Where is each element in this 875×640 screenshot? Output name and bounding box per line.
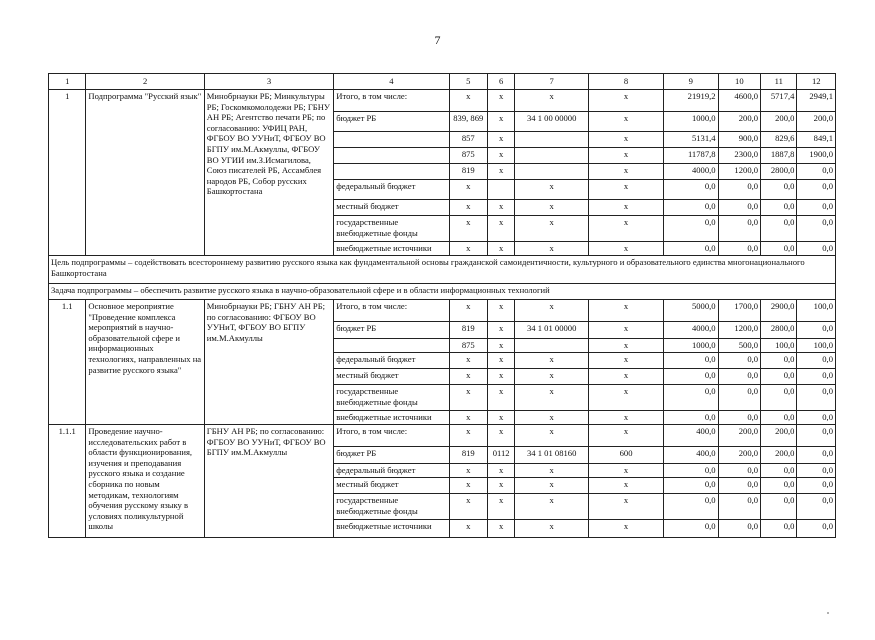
executors: Минобрнауки РБ; Минкультуры РБ; Госкомкомолодежи РБ; ГБНУ АН РБ; Агентство печати РБ; по согласованию: УФИЦ РАН, ФГБОУ ВО УУНиТ, ФГБОУ ВО БГПУ им.М.Акмуллы, ФГБОУ ВО УГИИ им.З.Исмагилова, Союз писателей РБ, Ассамблея народов РБ, Собор русских Башкортостана [204,90,333,256]
target-article: x [515,520,589,538]
table-row [49,90,836,112]
year-amount: 0,0 [761,494,797,520]
year-amount: 0,0 [797,180,836,200]
target-article: x [515,216,589,242]
funding-source: федеральный бюджет [334,353,449,369]
subprogram-task: Задача подпрограммы – обеспечить развитие русского языка в научно-образовательной сфере и в области информационных технологий [49,284,836,300]
year-amount: 0,0 [718,520,760,538]
year-amount: 200,0 [761,447,797,464]
target-article: x [515,464,589,478]
expense-type: x [589,300,664,322]
subprogram-goal: Цель подпрограммы – содействовать всестороннему развитию русского языка как фундаментальной основы гражданской самоидентичности, культурного и образовательного единства многонационального Башкортостана [49,256,836,284]
year-amount: 0,0 [797,385,836,411]
funding-source: бюджет РБ [334,112,449,132]
funding-source: государственные внебюджетные фонды [334,494,449,520]
year-amount: 100,0 [797,300,836,322]
activity-name: Основное мероприятие "Проведение комплекса мероприятий в научно-образовательной сфере и информационных технологиях, направленных на развитие русского языка" [86,300,204,425]
funding-source: государственные внебюджетные фонды [334,216,449,242]
executors: ГБНУ АН РБ; по согласованию: ФГБОУ ВО УУНиТ, ФГБОУ ВО БГПУ им.М.Акмуллы [204,425,333,538]
year-amount: 0,0 [718,411,760,425]
subprogram-task-row [49,284,836,300]
grbs-code: x [449,385,487,411]
target-article: x [515,369,589,385]
grbs-code: 819 [449,164,487,180]
year-amount: 0,0 [718,464,760,478]
year-amount: 900,0 [718,132,760,148]
expense-type: x [589,494,664,520]
year-amount: 2800,0 [761,164,797,180]
grbs-code: x [449,478,487,494]
funding-source: бюджет РБ [334,447,449,464]
total-amount: 5131,4 [663,132,718,148]
total-amount: 400,0 [663,447,718,464]
year-amount: 0,0 [718,369,760,385]
funding-source: местный бюджет [334,200,449,216]
section-code: x [487,478,514,494]
section-code: x [487,132,514,148]
grbs-code: x [449,300,487,322]
section-code: x [487,90,514,112]
executors: Минобрнауки РБ; ГБНУ АН РБ; по согласованию: ФГБОУ ВО УУНиТ, ФГБОУ ВО БГПУ им.М.Акмуллы [204,300,333,425]
year-amount: 1200,0 [718,322,760,339]
funding-source: федеральный бюджет [334,180,449,200]
target-article: x [515,90,589,112]
total-amount: 11787,8 [663,148,718,164]
funding-source: государственные внебюджетные фонды [334,385,449,411]
year-amount: 500,0 [718,339,760,353]
total-amount: 0,0 [663,353,718,369]
year-amount: 0,0 [718,494,760,520]
year-amount: 0,0 [761,385,797,411]
expense-type: x [589,216,664,242]
target-article: x [515,180,589,200]
target-article: x [515,478,589,494]
total-amount: 0,0 [663,216,718,242]
funding-source: Итого, в том числе: [334,300,449,322]
scan-speck [827,612,829,614]
target-article: 34 1 01 00000 [515,322,589,339]
total-amount: 4000,0 [663,322,718,339]
expense-type: x [589,112,664,132]
row-number: 1.1.1 [49,425,86,538]
target-article: x [515,494,589,520]
target-article [515,132,589,148]
expense-type: x [589,148,664,164]
year-amount: 0,0 [718,200,760,216]
grbs-code: x [449,242,487,256]
expense-type: x [589,411,664,425]
grbs-code: x [449,520,487,538]
header-cell: 3 [204,74,333,90]
expense-type: x [589,353,664,369]
section-code: x [487,216,514,242]
total-amount: 0,0 [663,242,718,256]
funding-source: Итого, в том числе: [334,425,449,447]
target-article: 34 1 01 08160 [515,447,589,464]
year-amount: 0,0 [797,353,836,369]
year-amount: 0,0 [797,322,836,339]
budget-table [48,73,836,538]
target-article: x [515,300,589,322]
target-article: x [515,242,589,256]
funding-source: внебюджетные источники [334,242,449,256]
grbs-code: 857 [449,132,487,148]
header-row [49,74,836,90]
funding-source [334,132,449,148]
funding-source [334,164,449,180]
year-amount: 0,0 [761,478,797,494]
year-amount: 1900,0 [797,148,836,164]
year-amount: 1700,0 [718,300,760,322]
total-amount: 0,0 [663,520,718,538]
funding-source: внебюджетные источники [334,520,449,538]
funding-source: местный бюджет [334,369,449,385]
year-amount: 0,0 [797,520,836,538]
section-code: x [487,353,514,369]
year-amount: 0,0 [761,242,797,256]
year-amount: 0,0 [797,369,836,385]
header-cell: 2 [86,74,204,90]
year-amount: 0,0 [797,464,836,478]
header-cell: 9 [663,74,718,90]
section-code: x [487,242,514,256]
section-code: x [487,411,514,425]
grbs-code: x [449,494,487,520]
year-amount: 0,0 [718,242,760,256]
expense-type: x [589,339,664,353]
header-cell: 1 [49,74,86,90]
header-cell: 6 [487,74,514,90]
year-amount: 0,0 [761,200,797,216]
year-amount: 0,0 [797,200,836,216]
expense-type: x [589,322,664,339]
header-cell: 11 [761,74,797,90]
subprogram-goal-row [49,256,836,284]
expense-type: x [589,478,664,494]
total-amount: 21919,2 [663,90,718,112]
year-amount: 100,0 [761,339,797,353]
year-amount: 0,0 [797,425,836,447]
year-amount: 849,1 [797,132,836,148]
total-amount: 4000,0 [663,164,718,180]
expense-type: x [589,369,664,385]
expense-type: x [589,200,664,216]
year-amount: 0,0 [718,216,760,242]
section-code [487,180,514,200]
year-amount: 2300,0 [718,148,760,164]
expense-type: x [589,164,664,180]
table-row [49,425,836,447]
year-amount: 200,0 [761,425,797,447]
funding-source: федеральный бюджет [334,464,449,478]
expense-type: x [589,385,664,411]
activity-name: Подпрограмма "Русский язык" [86,90,204,256]
year-amount: 829,6 [761,132,797,148]
year-amount: 200,0 [718,425,760,447]
target-article [515,339,589,353]
section-code: x [487,112,514,132]
total-amount: 0,0 [663,180,718,200]
total-amount: 0,0 [663,478,718,494]
grbs-code: 875 [449,148,487,164]
expense-type: x [589,520,664,538]
target-article: x [515,353,589,369]
funding-source: бюджет РБ [334,322,449,339]
year-amount: 0,0 [718,180,760,200]
total-amount: 5000,0 [663,300,718,322]
target-article: x [515,385,589,411]
year-amount: 200,0 [718,112,760,132]
year-amount: 0,0 [797,411,836,425]
grbs-code: x [449,425,487,447]
year-amount: 0,0 [761,411,797,425]
year-amount: 0,0 [797,242,836,256]
year-amount: 0,0 [761,216,797,242]
header-cell: 8 [589,74,664,90]
year-amount: 0,0 [797,216,836,242]
expense-type: x [589,464,664,478]
target-article [515,148,589,164]
target-article: 34 1 00 00000 [515,112,589,132]
grbs-code: 819 [449,322,487,339]
total-amount: 0,0 [663,494,718,520]
section-code: x [487,148,514,164]
target-article [515,164,589,180]
header-cell: 7 [515,74,589,90]
year-amount: 200,0 [761,112,797,132]
expense-type: x [589,90,664,112]
funding-source [334,148,449,164]
section-code: x [487,464,514,478]
year-amount: 0,0 [761,520,797,538]
section-code: x [487,369,514,385]
year-amount: 0,0 [761,180,797,200]
year-amount: 2900,0 [761,300,797,322]
year-amount: 0,0 [718,478,760,494]
total-amount: 400,0 [663,425,718,447]
total-amount: 0,0 [663,369,718,385]
header-cell: 12 [797,74,836,90]
grbs-code: x [449,353,487,369]
header-cell: 4 [334,74,449,90]
section-code: 0112 [487,447,514,464]
expense-type: x [589,242,664,256]
funding-source: внебюджетные источники [334,411,449,425]
year-amount: 1200,0 [718,164,760,180]
year-amount: 0,0 [761,369,797,385]
page-number: 7 [434,33,441,47]
funding-source: Итого, в том числе: [334,90,449,112]
header-cell: 10 [718,74,760,90]
year-amount: 2949,1 [797,90,836,112]
expense-type: x [589,180,664,200]
year-amount: 4600,0 [718,90,760,112]
total-amount: 0,0 [663,200,718,216]
year-amount: 100,0 [797,339,836,353]
funding-source: местный бюджет [334,478,449,494]
total-amount: 1000,0 [663,339,718,353]
year-amount: 0,0 [797,164,836,180]
funding-source [334,339,449,353]
total-amount: 0,0 [663,411,718,425]
year-amount: 0,0 [761,353,797,369]
year-amount: 0,0 [761,464,797,478]
row-number: 1.1 [49,300,86,425]
total-amount: 0,0 [663,464,718,478]
expense-type: x [589,132,664,148]
year-amount: 1887,8 [761,148,797,164]
grbs-code: x [449,464,487,478]
grbs-code: x [449,200,487,216]
year-amount: 0,0 [797,494,836,520]
year-amount: 2800,0 [761,322,797,339]
total-amount: 1000,0 [663,112,718,132]
section-code: x [487,322,514,339]
year-amount: 0,0 [797,478,836,494]
year-amount: 0,0 [718,385,760,411]
row-number: 1 [49,90,86,256]
grbs-code: x [449,411,487,425]
section-code: x [487,164,514,180]
year-amount: 5717,4 [761,90,797,112]
section-code: x [487,339,514,353]
section-code: x [487,385,514,411]
section-code: x [487,494,514,520]
grbs-code: x [449,216,487,242]
total-amount: 0,0 [663,385,718,411]
section-code: x [487,520,514,538]
grbs-code: 819 [449,447,487,464]
activity-name: Проведение научно-исследовательских работ в области функционирования, изучения и преподавания русского языка и создание сборника по новым методикам, технологиям обучения русскому языку в условиях поликультурной школы [86,425,204,538]
grbs-code: 875 [449,339,487,353]
table-row [49,300,836,322]
section-code: x [487,425,514,447]
grbs-code: x [449,180,487,200]
target-article: x [515,425,589,447]
year-amount: 0,0 [718,353,760,369]
target-article: x [515,411,589,425]
expense-type: x [589,425,664,447]
year-amount: 200,0 [797,112,836,132]
grbs-code: 839, 869 [449,112,487,132]
section-code: x [487,300,514,322]
target-article: x [515,200,589,216]
header-cell: 5 [449,74,487,90]
expense-type: 600 [589,447,664,464]
year-amount: 0,0 [797,447,836,464]
section-code: x [487,200,514,216]
grbs-code: x [449,90,487,112]
year-amount: 200,0 [718,447,760,464]
grbs-code: x [449,369,487,385]
